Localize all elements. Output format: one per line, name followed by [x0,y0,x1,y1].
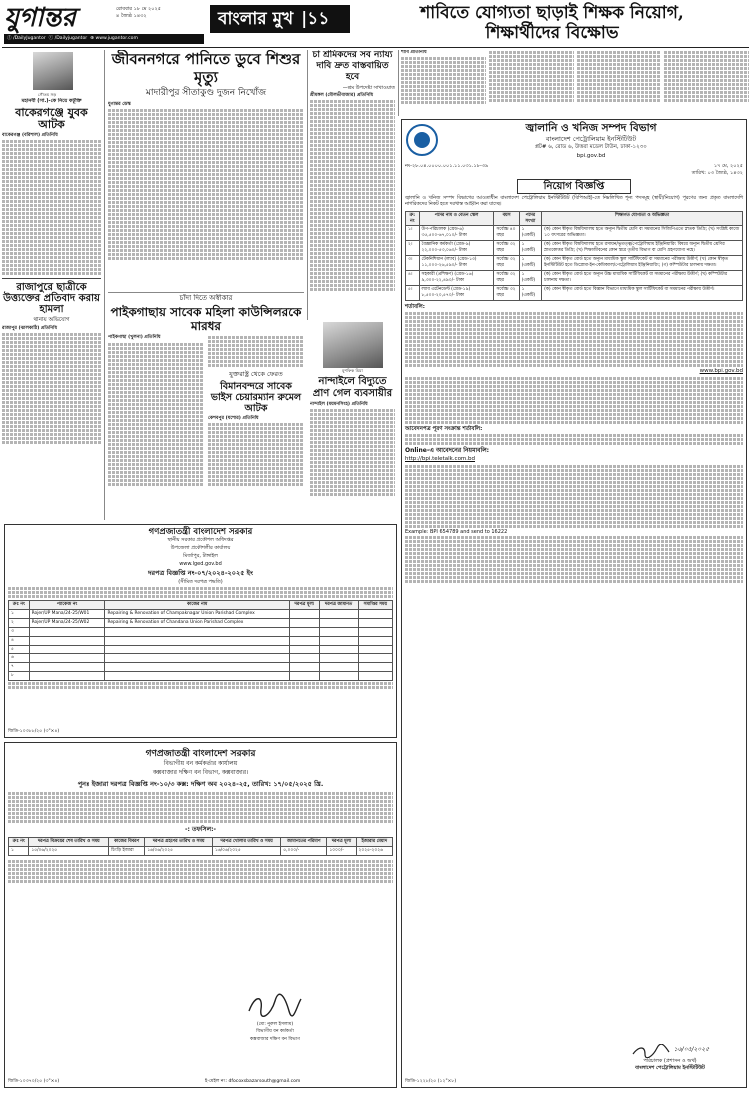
bpi-table-row [406,241,743,256]
headline-nandail: নান্দাইলে বিদ্যুতে প্রাণ গেল ব্যবসায়ীর [312,375,393,399]
byline-bakerganj: বাকেরগঞ্জ (বরিশাল) প্রতিনিধি [2,132,58,138]
lged-table-cell [319,609,358,618]
forest-office2: কক্সবাজার দক্ষিণ বন বিভাগ, কক্সবাজার। [152,768,249,776]
byline-nandail: নান্দাইল (ময়মনসিংহ) প্রতিনিধি [310,401,368,407]
lged-table-header: দরপত্র জামানত [319,600,358,609]
forest-notice-title: পুনঃ ইজারা দরপত্র বিজ্ঞপ্তি নং-১০/৩ কক্স: দক্ষিণ অব ২০২৪-২৫, তারিখ: ১৭/০৫/২০২৫ খ্রি. [77,780,324,789]
masthead [2,2,749,46]
lged-table-header: সমাপ্তির সময় [358,600,392,609]
forest-table-cell: ১ [9,846,29,855]
lged-table-cell [319,627,358,636]
lged-table-cell [289,654,319,663]
lged-table-cell [358,663,392,672]
lged-notice-sub: (সীমিত দরপত্র পদ্ধতি) [178,579,223,586]
byline-shabi: শাবি প্রতিনিধি [401,50,427,55]
person-photo-nandail [323,322,383,368]
forest-signature-block [215,993,335,1044]
lged-table-header: কাজের নাম [105,600,289,609]
bpi-date1: ১৭ মে, ২০২৫ [713,163,743,170]
social-facebook[interactable]: /DailyJugantor [13,36,46,41]
bpi-signer-title: পরিচালক (প্রশাসন ও অর্থ) [643,1057,697,1064]
bpi-table-row [406,256,743,271]
lged-table-cell: Rojer/UP Mana/24-25/W02 [29,618,105,627]
lged-table-cell [358,645,392,654]
subhead-jibannagar: মাদারীপুর সীতাকুণ্ড দুজন নিখোঁজ [145,88,267,98]
lged-table-cell: Repairing & Renovation of Chandana Union Parishad Complex [105,618,289,627]
byline-biman: কেশবপুর (যশোর) প্রতিনিধি [208,416,259,422]
lged-table-cell [105,645,289,654]
photo-caption-nandail: মুশফিক মিয়া [342,368,363,373]
lged-office: স্থানীয় সরকার প্রকৌশল অধিদপ্তর [167,537,234,544]
date-line-1: রোববার ১৮ মে ২০২৫ [116,6,162,12]
forest-table-header: দরপত্র খোলার তারিখ ও সময় [212,837,280,846]
story-nandail [310,322,395,520]
bpi-apply-title: আবেদনপত্র পূরণ সংক্রান্ত শর্তাবলি: [405,425,483,432]
social-twitter[interactable]: /Dailyjugantor [54,36,88,41]
lged-table-cell [289,636,319,645]
social-website[interactable]: www.jugantor.com [95,36,138,41]
bpi-table-cell: ৫। [406,285,420,300]
byline-cha: শ্রীমঙ্গল (মৌলভীবাজার) প্রতিনিধি [310,92,374,98]
bpi-conditions-title: শর্তাবলি: [405,303,425,310]
bpi-table-cell: ১। [406,226,420,241]
bpi-website[interactable]: bpi.gov.bd [576,152,606,159]
forest-signer-office: কক্সবাজার দক্ষিণ বন বিভাগ [250,1036,300,1042]
bpi-table-row [406,271,743,286]
forest-signer-title: বিভাগীয় বন কর্মকর্তা [256,1029,294,1035]
bpi-address: প্লট# ৬, রোড ৬, উত্তরা মডেল টাউন, ঢাকা-১২৩০ [535,144,647,151]
bpi-table-header: বয়স [494,211,519,226]
lged-table-cell [319,654,358,663]
lged-table-cell [358,672,392,681]
lged-table-cell: ২ [9,618,30,627]
forest-table-row [9,846,393,855]
bpi-table-cell: ১ (একটি) [519,241,541,256]
byline-jibannagar: যুগান্তর ডেস্ক [108,101,131,107]
bpi-apply-url[interactable]: http://bpi.teletalk.com.bd [405,456,476,463]
forest-table-cell: ২০২৫-২০২৬ [356,846,392,855]
story-cha [310,50,395,320]
lged-table-cell [105,636,289,645]
lged-table-cell [29,663,105,672]
photo-caption: গৌতম সড় [38,92,57,97]
lged-table-header: প্যাকেজ নং [29,600,105,609]
lged-table-row [9,609,393,618]
signature-mark [245,993,305,1019]
lged-table-cell [319,645,358,654]
subhead-rajapur: থানায় অভিযোগ [33,317,70,324]
lged-table-cell [289,645,319,654]
lged-table-cell [289,663,319,672]
lged-gov: গণপ্রজাতন্ত্রী বাংলাদেশ সরকার [148,527,253,537]
lged-table-cell [289,672,319,681]
lged-website[interactable]: www.lged.gov.bd [179,560,222,567]
headline-cha: চা শ্রমিকদের সব ন্যায্য দাবি দ্রুত বাস্তবায়িত হবে [312,50,393,82]
bpi-table-cell: ১ (একটি) [519,256,541,271]
bpi-signer-org: বাংলাদেশ পেট্রোলিয়াম ইনস্টিটিউট [635,1065,705,1072]
lged-table-cell [319,663,358,672]
bpi-table-row [406,226,743,241]
quote-cha: —শ্রম উপদেষ্টা সাখাওয়াত [342,85,395,91]
bpi-table-cell: ৩। [406,256,420,271]
bpi-table-cell: (ক) কোন স্বীকৃত বিশ্ববিদ্যালয় হতে অন্যূন দ্বিতীয় শ্রেণি বা সমমানের সিজিপিএতে স্নাতক ডিগ্রি; (খ) সংশ্লিষ্ট কাজে ১০ বৎসরের অভিজ্ঞতা। [542,226,743,241]
bpi-online-title: Online-এ আবেদনের নিয়মাবলি: [405,447,490,455]
lged-notice-title: দরপত্র বিজ্ঞপ্তি নং-০৭/২০২৪-২০২৫ ইং [148,569,253,578]
obit-block [2,52,101,97]
bpi-table-cell: সহকারী (প্রশিক্ষণ) (গ্রেড-১৬) ৯,৩০০-২২,৪৯০/- টাকা [419,271,494,286]
globe-icon: ⊕ [90,36,94,41]
forest-table-header: দরপত্র মূল্য [327,837,356,846]
person-photo [33,52,73,90]
bpi-table-header: পদের সংখ্যা [519,211,541,226]
kicker-paikgachha: চাঁদা দিতে অস্বীকার [179,294,233,302]
lged-office2: উপজেলা প্রকৌশলীর কার্যালয় [170,545,231,552]
lged-table-cell [29,636,105,645]
lged-table-cell [105,663,289,672]
lged-table-cell [29,645,105,654]
bpi-table-cell: সর্বোচ্চ ৩২ বছর [494,256,519,271]
lged-table-cell: ৭ [9,663,30,672]
lged-table-cell [358,654,392,663]
bpi-date-label: তারিখ: [691,169,706,176]
forest-table-header: দরপত্র গ্রহণের তারিখ ও সময় [145,837,213,846]
bpi-table-cell: (ক) কোন স্বীকৃত বোর্ড হতে বিজ্ঞান বিভাগে মাধ্যমিক স্কুল সার্টিফিকেট বা সমমানের পরীক্ষায় উত্তীর্ণ। [542,285,743,300]
lged-table-row [9,663,393,672]
bpi-signature-date: ১৬/০৫/২০২৫ [673,1046,710,1054]
left-column [2,98,101,518]
lged-table-cell [358,609,392,618]
lged-table-cell [105,627,289,636]
bpi-table-cell: সর্বোচ্চ ৪০ বছর [494,226,519,241]
bpi-table-cell: সর্বোচ্চ ৩২ বছর [494,285,519,300]
bpi-table-cell: ১ (একটি) [519,271,541,286]
bpi-date2: ০৩ জ্যৈষ্ঠ, ১৪৩২ [707,169,743,176]
headline-rajapur: রাজাপুরে ছাত্রীকে উত্ত্যক্তের প্রতিবাদ করায় হামলা [3,282,100,316]
story-paikgachha [108,294,304,520]
lged-table-cell [105,672,289,681]
forest-table-title: -: তফসিল:- [185,825,216,833]
byline-rajapur: রাজাপুর (ঝালকাঠি) প্রতিনিধি [2,325,58,331]
bpi-logo [405,123,439,157]
lged-table-cell: Rojer/UP Mana/24-25/W01 [29,609,105,618]
byline-paikgachha: পাইকগাছা (খুলনা) প্রতিনিধি [108,335,161,341]
ad-forest [4,742,397,1088]
bpi-org: বাংলাদেশ পেট্রোলিয়াম ইনস্টিটিউট [545,134,637,143]
bpi-table-cell: সর্বোচ্চ ৩২ বছর [494,241,519,256]
lged-table-cell: ১ [9,609,30,618]
lged-table-row [9,645,393,654]
forest-table-header: জামানতের পরিমাণ [281,837,327,846]
bpi-memo: নং-২৮.০৪.০০০০.০০১.১১.০৩১.১৮-৩৯ [405,163,489,170]
forest-table-header: কাজের বিবরণ [109,837,145,846]
forest-table-cell: ১৬/০৬/২০২৫ [145,846,213,855]
bpi-table-cell: উপ-পরিচালক (গ্রেড-৬) ৩৫,৫০০-৬৭,০১০/- টাকা [419,226,494,241]
lged-table-cell [29,654,105,663]
social-bar [4,34,204,44]
lged-table-cell [319,618,358,627]
headline-jibannagar: জীবননগরে পানিতে ডুবে শিশুর মৃত্যু [111,50,301,86]
forest-table-header: ইজারার মেয়াদ [356,837,392,846]
forest-table-cell: ১৬/০৬/২০২৫ [212,846,280,855]
lged-table-cell [319,636,358,645]
lged-table-cell [358,618,392,627]
lged-table-row [9,672,393,681]
lged-table-row [9,618,393,627]
forest-table [8,837,393,856]
forest-code: জিডি-১০৩৭০/২৫ (৩"×৪) [8,1078,60,1084]
forest-email: ই-মেইল নং: dfocoxsbazarsouth@gmail.com [205,1078,301,1084]
kicker-biman: যুক্তরাষ্ট্র থেকে ফেরত [229,370,283,379]
kicker-text: মহানবী (সা.)-কে নিয়ে কটূক্তি [21,98,82,104]
forest-table-cell: ১৫/০৬/২০২৫ [29,846,109,855]
lged-table-row [9,627,393,636]
lged-table-cell: ৪ [9,636,30,645]
bpi-table-cell: টেকনিশিয়ান (ল্যাব) (গ্রেড-১৩) ১১,০০০-২৬,৫৯০/- টাকা [419,256,494,271]
story-jibannagar [108,50,304,290]
headline-paikgachha: পাইকগাছায় সাবেক মহিলা কাউন্সিলরকে মারধর [110,305,302,334]
page-number: |১১ [301,9,330,29]
date-line-2: ৪ জ্যৈষ্ঠ ১৪৩২ [116,13,147,19]
forest-table-header: ক্রঃ নং [9,837,29,846]
lged-table-cell [29,672,105,681]
bpi-table-header: ক্র: নং [406,211,420,226]
lged-table-header: দরপত্র মূল্য [289,600,319,609]
bpi-table-header: পদের নাম ও বেতন স্কেল [419,211,494,226]
bpi-table-cell: বৈজ্ঞানিক কর্মকর্তা (গ্রেড-৯) ২২,০০০-৫৩,০৬০/- টাকা [419,241,494,256]
lged-table-cell [358,636,392,645]
bpi-table-cell: ৪। [406,271,420,286]
ad-lged [4,524,397,738]
bpi-table-cell: ল্যাব এটেনডেন্ট (গ্রেড-১৯) ৮,৫০০-২০,৫৭০/- টাকা [419,285,494,300]
bpi-table-cell: (ক) কোন স্বীকৃত বোর্ড হতে অন্যূন উচ্চ মাধ্যমিক সার্টিফিকেট বা সমমানের পরীক্ষায় উত্তীর্ণ; (খ) কম্পিউটার চালনায় দক্ষতা। [542,271,743,286]
bpi-table [405,211,743,301]
bpi-table-cell: ১ (একটি) [519,285,541,300]
section-title [210,5,350,33]
bpi-signature-block [600,1044,740,1074]
lged-table-cell [289,627,319,636]
forest-table-cell: ৫,০০০/- [281,846,327,855]
headline-biman: বিমানবন্দরে সাবেক ভাইস চেয়ারম্যান রুমেল আটক [210,381,302,415]
twitter-icon: ⓣ [48,36,54,41]
logo: যুগান্তর [4,3,76,33]
headline-bakerganj: বাকেরগঞ্জে যুবক আটক [15,105,88,131]
bpi-table-cell: ২। [406,241,420,256]
section-title-text: বাংলার মুখ [218,9,294,29]
lged-table-row [9,654,393,663]
lged-place: মির্জাপুর, টাঙ্গাইল [183,552,218,559]
lged-table-cell: ৫ [9,645,30,654]
ad-bpi [401,119,747,1088]
lged-table-cell: ৮ [9,672,30,681]
lged-table-cell [105,654,289,663]
lged-table-cell [358,627,392,636]
lged-table-cell: ৬ [9,654,30,663]
forest-table-header: দরপত্র বিক্রয়ের শেষ তারিখ ও সময় [29,837,109,846]
forest-signer: (মো: নুরুল ইসলাম) [256,1022,294,1028]
forest-office: বিভাগীয় বন কর্মকর্তার কার্যালয় [163,759,238,767]
bpi-table-cell: ১ (একটি) [519,226,541,241]
bpi-title: নিয়োগ বিজ্ঞপ্তি [517,179,631,194]
bpi-code: জিডি-১২২৮/২৫ (১২"×৮) [405,1078,457,1084]
signature-mark-bpi [631,1044,671,1058]
lged-table-cell [289,618,319,627]
lged-table-cell [289,609,319,618]
forest-table-cell: চিংড়ি ইজারা [109,846,145,855]
bpi-table-header: শিক্ষাগত যোগ্যতা ও অভিজ্ঞতা [542,211,743,226]
bpi-table-cell: (ক) কোন স্বীকৃত বোর্ড হতে অন্যূন মাধ্যমিক স্কুল সার্টিফিকেট বা সমমানের পরীক্ষায় উত্তীর্ণ; (খ) কোন স্বীকৃত ইনস্টিটিউট হতে ডিপ্লোমা-ইন-কেমিক্যাল/পেট্রোলিয়াম ইঞ্জিনিয়ারিং; (গ) কম্পিউটার চালনায় দক্ষতা। [542,256,743,271]
lged-table-cell: ৩ [9,627,30,636]
lged-table [8,600,393,681]
lged-table-cell: Repairing & Renovation of Champaknagar Union Parishad Complex [105,609,289,618]
bpi-table-row [406,285,743,300]
bpi-table-cell: (ক) কোন স্বীকৃত বিশ্ববিদ্যালয় হতে রসায়ন/ভূতত্ত্ব/পেট্রোলিয়াম ইঞ্জিনিয়ারিং বিষয়ে অন্যূন দ্বিতীয় শ্রেণির স্নাতকোত্তর ডিগ্রি; (খ) শিক্ষাজীবনের কোন স্তরে তৃতীয় বিভাগ বা শ্রেণি গ্রহণযোগ্য নহে। [542,241,743,256]
bpi-website-note[interactable]: www.bpi.gov.bd [699,368,743,375]
bpi-ministry: জ্বালানি ও খনিজ সম্পদ বিভাগ [525,122,657,134]
bpi-table-cell: সর্বোচ্চ ৩২ বছর [494,271,519,286]
bpi-intro: জ্বালানি ও খনিজ সম্পদ বিভাগের আওতাধীন বাংলাদেশ পেট্রোলিয়াম ইনস্টিটিউট (বিপিআই)-তে নিম্নলিখিত শূন্য পদসমূহ (স্থায়ী/নিয়োগ) পূরণের জন্য প্রকৃত বাংলাদেশি নাগরিকদের নিকট হতে দরখাস্ত আহ্বান করা যাচ্ছে। [405,195,743,208]
lged-code: জিডি-১০৩৮৮/২৫ (৩"×৪) [8,728,60,734]
lged-table-cell [319,672,358,681]
story-shabi [401,50,749,116]
bpi-sms-example: Example: BPI 654789 and send to 16222 [405,528,508,535]
facebook-icon: ⓕ [7,36,12,41]
lged-table-cell [29,627,105,636]
lged-table-row [9,636,393,645]
lged-table-header: ক্রঃ নং [9,600,30,609]
top-headline: শাবিতে যোগ্যতা ছাড়াই শিক্ষক নিয়োগ, শিক্ষার্থীদের বিক্ষোভ [420,3,684,43]
forest-gov: গণপ্রজাতন্ত্রী বাংলাদেশ সরকার [145,749,256,759]
forest-table-cell: ১০০০/- [327,846,356,855]
